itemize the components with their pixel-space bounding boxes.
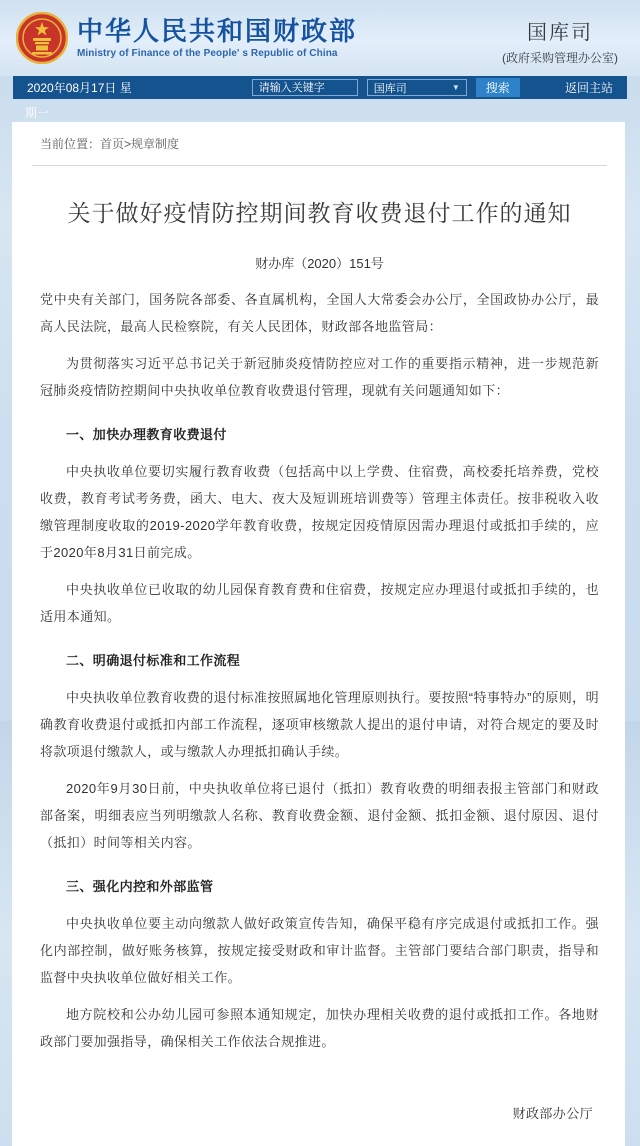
section-1-heading: 一、加快办理教育收费退付	[66, 427, 227, 442]
ministry-logo[interactable]	[16, 12, 357, 64]
section-1-paragraph: 中央执收单位已收取的幼儿园保育教育费和住宿费，按规定应办理退付或抵扣手续的，也适用本通知。	[40, 582, 599, 624]
document-title: 关于做好疫情防控期间教育收费退付工作的通知	[67, 200, 572, 226]
search-scope-value: 国库司	[373, 82, 407, 95]
search-area	[252, 78, 520, 97]
search-button[interactable]: 搜索	[476, 78, 520, 97]
document-body	[40, 286, 599, 1055]
national-emblem-icon	[16, 12, 68, 64]
content-panel	[12, 122, 625, 1146]
search-scope-select[interactable]	[367, 79, 467, 96]
salutation-paragraph: 党中央有关部门，国务院各部委、各直属机构，全国人大常委会办公厅，全国政协办公厅，最高人民法院，最高人民检察院，有关人民团体，财政部各地监管局：	[40, 292, 599, 334]
ministry-subtitle: Ministry of Finance of the People' s Republic of China	[77, 47, 338, 59]
department-header	[502, 10, 618, 66]
section-3-paragraph: 地方院校和公办幼儿园可参照本通知规定，加快办理相关收费的退付或抵扣工作。各地财政部门要加强指导，确保相关工作依法合规推进。	[40, 1007, 599, 1049]
back-to-main-link[interactable]: 返回主站	[564, 81, 613, 95]
breadcrumb-path-link[interactable]: 首页>规章制度	[100, 137, 180, 151]
top-navbar	[13, 76, 627, 99]
section-3-paragraph: 中央执收单位要主动向缴款人做好政策宣传告知，确保平稳有序完成退付或抵扣工作。强化内部控制，做好账务核算，按规定接受财政和审计监督。主管部门要结合部门职责，指导和监督中央执收单位做好相关工作。	[40, 916, 599, 985]
site-header	[0, 0, 640, 76]
section-1-paragraph: 中央执收单位要切实履行教育收费（包括高中以上学费、住宿费，高校委托培养费，党校收费，教育考试考务费，函大、电大、夜大及短训班培训费等）管理主体责任。按非税收入收缴管理制度收取的2019-2020学年教育收费，按规定因疫情原因需办理退付或抵扣手续的，应于2020年8月31日前完成。	[40, 464, 599, 560]
search-input[interactable]	[252, 79, 358, 96]
department-subtitle: (政府采购管理办公室)	[502, 51, 618, 65]
section-2-paragraph: 中央执收单位教育收费的退付标准按照属地化管理原则执行。要按照“特事特办”的原则，明确教育收费退付或抵扣内部工作流程，逐项审核缴款人提出的退付申请，对符合规定的要及时将款项退付缴款人，或与缴款人办理抵扣确认手续。	[40, 690, 599, 759]
intro-paragraph: 为贯彻落实习近平总书记关于新冠肺炎疫情防控应对工作的重要指示精神，进一步规范新冠肺炎疫情防控期间中央执收单位教育收费退付管理，现就有关问题通知如下：	[40, 356, 599, 398]
section-3-heading: 三、强化内控和外部监管	[66, 879, 214, 894]
chevron-down-icon: ▼	[451, 83, 460, 92]
ministry-title: 中华人民共和国财政部	[77, 16, 358, 47]
current-date-wrapped: 期一	[25, 106, 50, 120]
signature: 财政部办公厅	[512, 1106, 593, 1121]
section-2-paragraph: 2020年9月30日前，中央执收单位将已退付（抵扣）教育收费的明细表报主管部门和财政部备案，明细表应当列明缴款人名称、教育收费金额、退付金额、抵扣金额、退付原因、退付（抵扣）时间等相关内容。	[40, 781, 599, 850]
current-date: 2020年08月17日 星	[27, 81, 132, 95]
section-2-heading: 二、明确退付标准和工作流程	[66, 653, 241, 668]
breadcrumb	[40, 135, 599, 152]
breadcrumb-divider	[32, 165, 607, 166]
brand-text	[77, 17, 357, 59]
department-title: 国库司	[527, 22, 593, 44]
document-number: 财办库（2020）151号	[255, 256, 384, 271]
breadcrumb-label: 当前位置：	[40, 137, 101, 151]
